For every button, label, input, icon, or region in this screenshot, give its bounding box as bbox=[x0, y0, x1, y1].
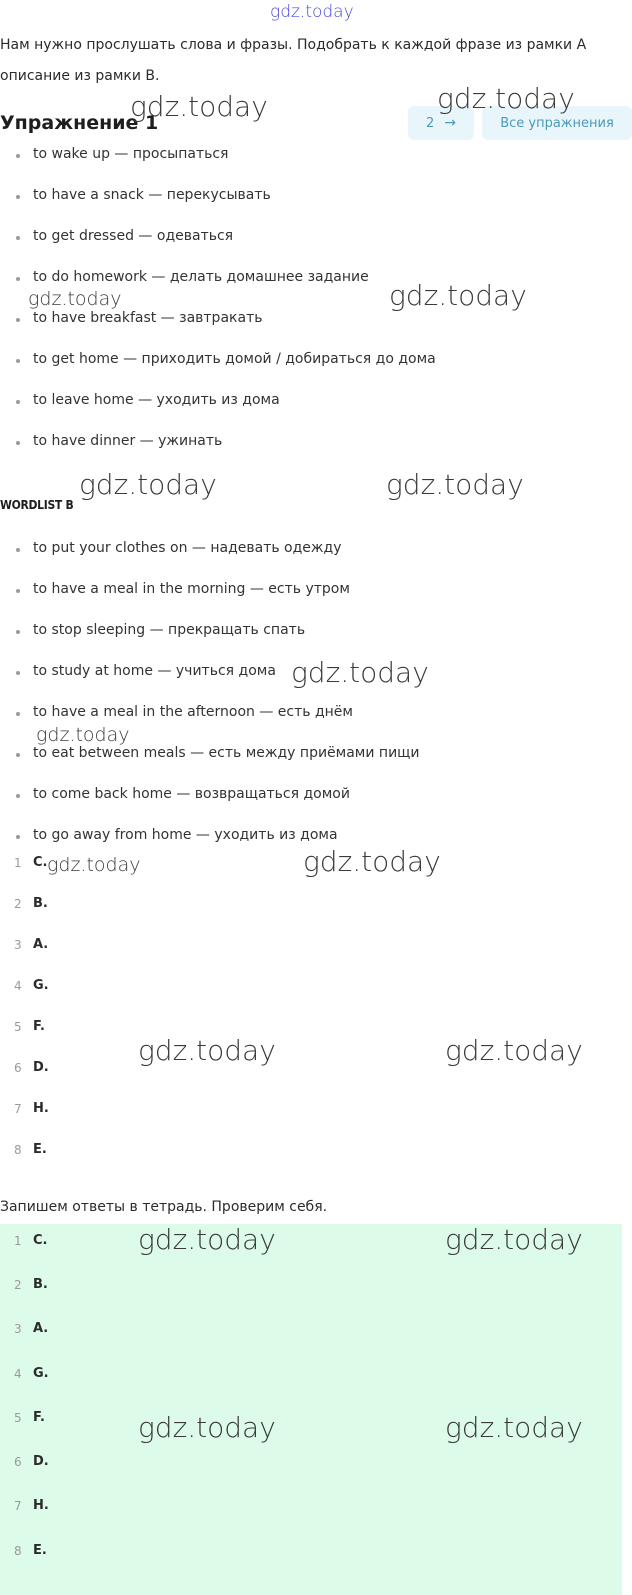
wordlist-b-item: to eat between meals — есть между приёмами пищи bbox=[33, 745, 420, 761]
answer-number: 4 bbox=[14, 1367, 22, 1381]
watermark: gdz.today bbox=[47, 854, 141, 876]
watermark: gdz.today bbox=[36, 724, 130, 746]
bullet bbox=[16, 400, 20, 404]
bullet bbox=[16, 318, 20, 322]
bullet bbox=[16, 441, 20, 445]
answer-number: 3 bbox=[14, 938, 22, 952]
wordlist-a-item: to have a snack — перекусывать bbox=[33, 187, 271, 203]
watermark: gdz.today bbox=[445, 1034, 583, 1067]
next-exercise-label: 2 bbox=[425, 115, 435, 131]
answer-value: G. bbox=[33, 1366, 49, 1381]
bullet bbox=[16, 195, 20, 199]
wordlist-a-item: to have breakfast — завтракать bbox=[33, 310, 263, 326]
watermark: gdz.today bbox=[28, 288, 122, 310]
answer-number: 2 bbox=[14, 1278, 22, 1292]
answer-value: A. bbox=[33, 937, 49, 952]
answer-value: C. bbox=[33, 1233, 48, 1248]
answer-number: 1 bbox=[14, 856, 22, 870]
watermark: gdz.today bbox=[445, 1223, 583, 1256]
answer-value: H. bbox=[33, 1498, 49, 1513]
answer-value: F. bbox=[33, 1019, 45, 1034]
wordlist-b-item: to put your clothes on — надевать одежду bbox=[33, 540, 342, 556]
bullet bbox=[16, 835, 20, 839]
bullet bbox=[16, 794, 20, 798]
answer-number: 3 bbox=[14, 1322, 22, 1336]
wordlist-b-item: to come back home — возвращаться домой bbox=[33, 786, 350, 802]
watermark: gdz.today bbox=[386, 468, 524, 501]
exercise-title: Упражнение 1 bbox=[0, 112, 159, 134]
wordlist-a-item: to get dressed — одеваться bbox=[33, 228, 234, 244]
wordlist-b-item: to go away from home — уходить из дома bbox=[33, 827, 338, 843]
bullet bbox=[16, 630, 20, 634]
watermark: gdz.today bbox=[303, 845, 441, 878]
intro-text: Нам нужно прослушать слова и фразы. Подобрать к каждой фразе из рамки А описание из рамки В. bbox=[0, 37, 587, 84]
answer-value: E. bbox=[33, 1543, 47, 1558]
answer-number: 7 bbox=[14, 1499, 22, 1513]
wordlist-a-first-item-clip bbox=[0, 142, 620, 172]
watermark: gdz.today bbox=[437, 82, 575, 115]
answer-value: H. bbox=[33, 1101, 49, 1116]
bullet bbox=[16, 589, 20, 593]
answer-number: 6 bbox=[14, 1061, 22, 1075]
answer-value: E. bbox=[33, 1142, 47, 1157]
answer-number: 8 bbox=[14, 1544, 22, 1558]
answer-number: 7 bbox=[14, 1102, 22, 1116]
answer-value: D. bbox=[33, 1454, 49, 1469]
wordlist-a-item: to get home — приходить домой / добираться до дома bbox=[33, 351, 436, 367]
answer-value: A. bbox=[33, 1321, 49, 1336]
arrow-right-icon: → bbox=[444, 115, 456, 131]
watermark: gdz.today bbox=[79, 468, 217, 501]
watermark: gdz.today bbox=[445, 1411, 583, 1444]
watermark: gdz.today bbox=[130, 90, 268, 123]
watermark: gdz.today bbox=[138, 1034, 276, 1067]
answer-number: 6 bbox=[14, 1455, 22, 1469]
wordlist-a-item: to leave home — уходить из дома bbox=[33, 392, 280, 408]
check-note: Запишем ответы в тетрадь. Проверим себя. bbox=[0, 1199, 328, 1215]
answer-value: G. bbox=[33, 978, 49, 993]
watermark: gdz.today bbox=[138, 1223, 276, 1256]
bullet bbox=[16, 154, 20, 158]
wordlist-a-item: to have dinner — ужинать bbox=[33, 433, 223, 449]
answer-number: 5 bbox=[14, 1411, 22, 1425]
watermark: gdz.today bbox=[138, 1411, 276, 1444]
answer-value: D. bbox=[33, 1060, 49, 1075]
answer-value: B. bbox=[33, 1277, 48, 1292]
answer-number: 8 bbox=[14, 1143, 22, 1157]
wordlist-a-item: to wake up — просыпаться bbox=[33, 146, 229, 162]
bullet bbox=[16, 548, 20, 552]
wordlist-b-item: to have a meal in the afternoon — есть днём bbox=[33, 704, 353, 720]
wordlist-b-item: to stop sleeping — прекращать спать bbox=[33, 622, 306, 638]
answer-value: B. bbox=[33, 896, 48, 911]
watermark: gdz.today bbox=[291, 656, 429, 689]
watermark-top: gdz.today bbox=[270, 2, 354, 22]
bullet bbox=[16, 236, 20, 240]
wordlist-b-heading: WORDLIST B bbox=[0, 498, 74, 512]
answer-number: 4 bbox=[14, 979, 22, 993]
watermark: gdz.today bbox=[389, 279, 527, 312]
all-exercises-label: Все упражнения bbox=[500, 115, 614, 131]
wordlist-a-item: to do homework — делать домашнее задание bbox=[33, 269, 369, 285]
wordlist-b-item: to have a meal in the morning — есть утром bbox=[33, 581, 350, 597]
bullet bbox=[16, 712, 20, 716]
bullet bbox=[16, 359, 20, 363]
bullet bbox=[16, 671, 20, 675]
answer-value: F. bbox=[33, 1410, 45, 1425]
wordlist-b-item: to study at home — учиться дома bbox=[33, 663, 276, 679]
answer-number: 5 bbox=[14, 1020, 22, 1034]
bullet bbox=[16, 277, 20, 281]
answer-number: 1 bbox=[14, 1234, 22, 1248]
bullet bbox=[16, 753, 20, 757]
answers-check-panel bbox=[0, 1224, 622, 1595]
answer-number: 2 bbox=[14, 897, 22, 911]
answer-value: C. bbox=[33, 855, 48, 870]
